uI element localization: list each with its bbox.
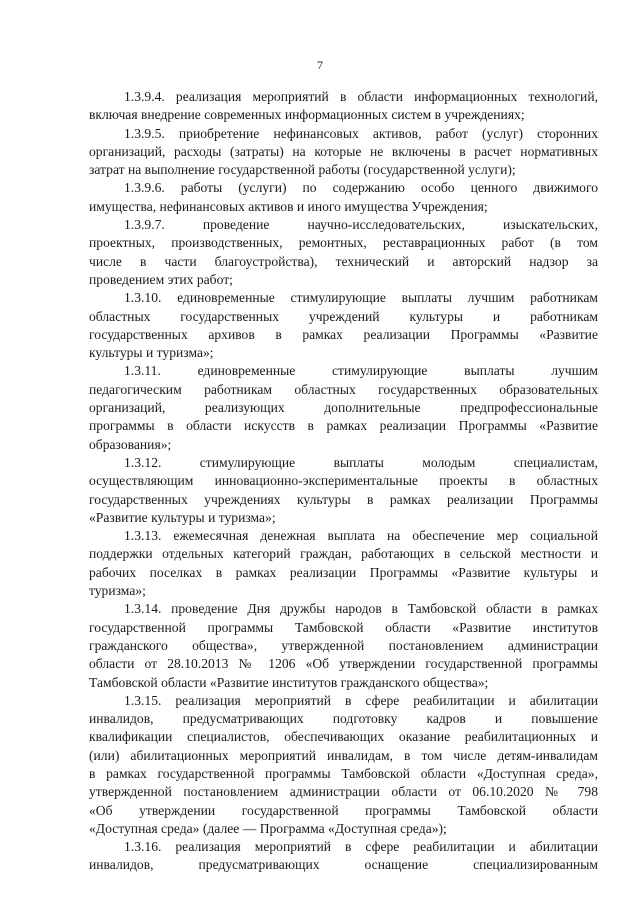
paragraph	[89, 88, 598, 125]
text-line: государственных учреждениях культуры в рамках реализации Программы	[89, 491, 598, 507]
text-line: рабочих поселках в рамках реализации Программы «Развитие культуры и	[89, 564, 598, 580]
paragraph	[89, 216, 598, 289]
document-body	[89, 88, 598, 875]
text-line: 1.3.10. единовременные стимулирующие выплаты лучшим работникам	[124, 290, 598, 306]
text-line: педагогическим работникам областных государственных образовательных	[89, 381, 598, 397]
text-line: осуществляющим инновационно-экспериментальные проекты в областных	[89, 473, 598, 489]
paragraph	[89, 289, 598, 362]
text-line: 1.3.12. стимулирующие выплаты молодым специалистам,	[124, 454, 598, 470]
text-line: 1.3.9.5. приобретение нефинансовых активов, работ (услуг) сторонних	[124, 125, 598, 141]
text-line: проектных, производственных, ремонтных, реставрационных работ (в том	[89, 235, 598, 251]
text-line: Тамбовской области «Развитие институтов гражданского общества»;	[89, 674, 489, 690]
text-line: «Об утверждении государственной программы Тамбовской области	[89, 802, 598, 818]
paragraph	[89, 454, 598, 527]
text-line: областных государственных учреждений культуры и работникам	[89, 308, 598, 324]
text-line: имущества, нефинансовых активов и иного имущества Учреждения;	[89, 198, 488, 214]
text-line: области от 28.10.2013 № 1206 «Об утверждении государственной программы	[89, 656, 598, 672]
text-line: 1.3.11. единовременные стимулирующие выплаты лучшим	[124, 363, 598, 379]
text-line: 1.3.16. реализация мероприятий в сфере реабилитации и абилитации	[124, 839, 598, 855]
text-line: 1.3.13. ежемесячная денежная выплата на обеспечение мер социальной	[124, 528, 598, 544]
text-line: туризма»;	[89, 583, 146, 599]
text-line: организаций, расходы (затраты) на которые не включены в расчет нормативных	[89, 143, 598, 159]
text-line: 1.3.9.4. реализация мероприятий в области информационных технологий,	[124, 89, 598, 104]
paragraph	[89, 179, 598, 216]
text-line: квалификации специалистов, обеспечивающих оказание реабилитационных и	[89, 729, 598, 745]
text-line: культуры и туризма»;	[89, 345, 214, 361]
text-line: 1.3.9.6. работы (услуги) по содержанию особо ценного движимого	[124, 180, 598, 196]
page-number: 7	[317, 58, 323, 72]
text-line: 1.3.14. проведение Дня дружбы народов в Тамбовской области в рамках	[124, 601, 598, 617]
paragraph	[89, 692, 598, 838]
text-line: программы в области искусств в рамках реализации Программы «Развитие	[89, 418, 598, 434]
text-line: государственных архивов в рамках реализации Программы «Развитие	[89, 326, 598, 342]
text-line: числе в части благоустройства), технический и авторский надзор за	[89, 253, 598, 269]
text-line: поддержки отдельных категорий граждан, работающих в сельской местности и	[89, 546, 598, 562]
text-line: инвалидов, предусматривающих подготовку кадров и повышение	[89, 711, 598, 727]
paragraph	[89, 362, 598, 453]
text-line: утвержденной постановлением администрации области от 06.10.2020 № 798	[89, 784, 598, 800]
text-line: 1.3.9.7. проведение научно-исследовательских, изыскательских,	[124, 217, 598, 233]
text-line: «Развитие культуры и туризма»;	[89, 509, 276, 525]
paragraph	[89, 527, 598, 600]
text-line: гражданского общества», утвержденной постановлением администрации	[89, 637, 598, 653]
text-line: «Доступная среда» (далее — Программа «Доступная среда»);	[89, 820, 447, 836]
text-line: организаций, реализующих дополнительные предпрофессиональные	[89, 400, 598, 416]
text-line: государственной программы Тамбовской области «Развитие институтов	[89, 619, 598, 635]
text-line: образования»;	[89, 436, 172, 452]
text-line: в рамках государственной программы Тамбовской области «Доступная среда»,	[89, 765, 598, 781]
text-line: затрат на выполнение государственной работы (государственной услуги);	[89, 162, 516, 178]
text-line: 1.3.15. реализация мероприятий в сфере реабилитации и абилитации	[124, 692, 598, 708]
text-line: (или) абилитационных мероприятий инвалидам, в том числе детям-инвалидам	[89, 747, 598, 763]
paragraph	[89, 838, 598, 875]
paragraph	[89, 125, 598, 180]
text-line: инвалидов, предусматривающих оснащение специализированным	[89, 857, 598, 873]
paragraph	[89, 600, 598, 691]
text-line: включая внедрение современных информационных систем в учреждениях;	[89, 107, 525, 123]
text-line: проведением этих работ;	[89, 271, 233, 287]
